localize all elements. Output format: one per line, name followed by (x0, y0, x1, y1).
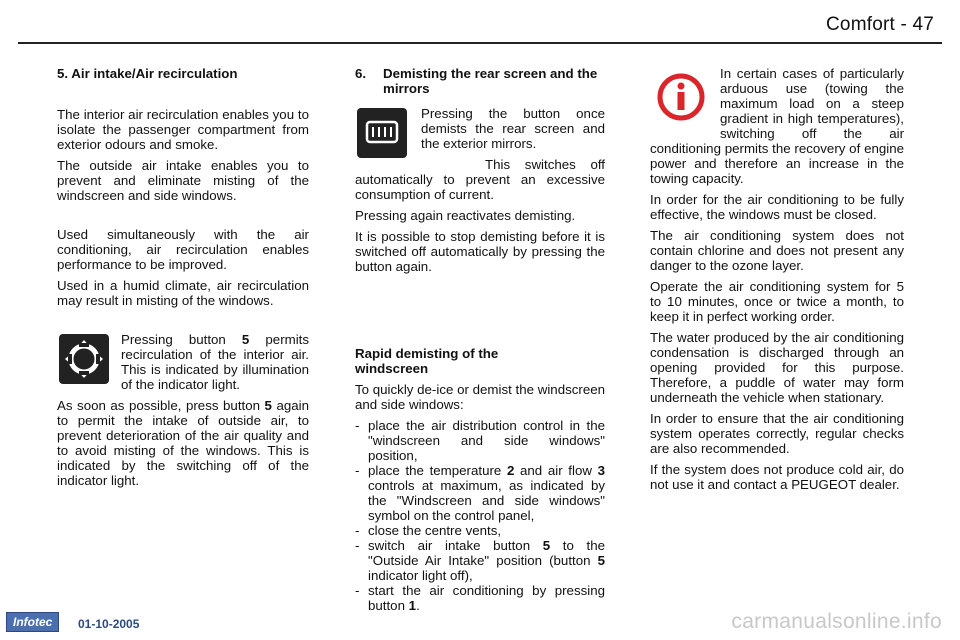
paragraph: In certain cases of particularly arduous use (towing the maximum load on a steep gradient in high temperatures), switching off the air conditioning permits the recovery of engine power and therefore an increase in the towing capacity. (650, 66, 904, 186)
paragraph: This switches off automatically to prevent an excessive consumption of current. (355, 157, 605, 202)
column-middle (355, 66, 605, 613)
section-heading-rapid-demisting: Rapid demisting of the windscreen (355, 346, 499, 376)
column-right (650, 66, 904, 498)
paragraph: Used in a humid climate, air recirculation may result in misting of the windows. (57, 278, 309, 308)
demist-block (355, 106, 605, 151)
footer-date: 01-10-2005 (78, 617, 140, 631)
watermark: carmanualsonline.info (731, 610, 942, 633)
paragraph: Used simultaneously with the air conditioning, air recirculation enables performance to be improved. (57, 227, 309, 272)
list-item: - place the air distribution control in the "windscreen and side windows" position, (355, 418, 605, 463)
list-item: - place the temperature 2 and air flow 3 controls at maximum, as indicated by the "Windscreen and side windows" symbol on the control panel, (355, 463, 605, 523)
paragraph: Operate the air conditioning system for 5 to 10 minutes, once or twice a month, to keep it in perfect working order. (650, 279, 904, 324)
paragraph: The interior air recirculation enables you to isolate the passenger compartment from exterior odours and smoke. (57, 107, 309, 152)
section-heading-demisting: 6. Demisting the rear screen and the mirrors (355, 66, 598, 96)
paragraph: Pressing the button once demists the rear screen and the exterior mirrors. (421, 106, 605, 151)
paragraph: To quickly de-ice or demist the windscreen and side windows: (355, 382, 605, 412)
paragraph: The air conditioning system does not contain chlorine and does not present any danger to the ozone layer. (650, 228, 904, 273)
infotec-badge: Infotec (6, 612, 59, 632)
paragraph: In order to ensure that the air conditioning system operates correctly, regular checks are also recommended. (650, 411, 904, 456)
paragraph: If the system does not produce cold air, do not use it and contact a PEUGEOT dealer. (650, 462, 904, 492)
header-rule (18, 42, 942, 44)
info-warning-icon (656, 72, 706, 122)
paragraph: As soon as possible, press button 5 again to permit the intake of outside air, to prevent deterioration of the air quality and to avoid misting of the windows. This is indicated by the switching off of the indicator light. (57, 398, 309, 488)
paragraph: In order for the air conditioning to be fully effective, the windows must be closed. (650, 192, 904, 222)
paragraph: It is possible to stop demisting before it is switched off automatically by pressing the button again. (355, 229, 605, 274)
section-heading-air-intake: 5. Air intake/Air recirculation (57, 66, 238, 81)
recirculation-block (57, 332, 309, 398)
paragraph: Pressing again reactivates demisting. (355, 208, 576, 223)
list-item: - close the centre vents, (355, 523, 605, 538)
paragraph: Pressing button 5 permits recirculation of the interior air. This is indicated by illumination of the indicator light. (121, 332, 309, 392)
instruction-list (355, 418, 605, 613)
paragraph: The water produced by the air conditioning condensation is discharged through an opening provided for this purpose. Therefore, a puddle of water may form underneath the vehicle when stationary. (650, 330, 904, 405)
column-left (57, 66, 309, 494)
paragraph: The outside air intake enables you to prevent and eliminate misting of the windscreen and side windows. (57, 158, 309, 203)
list-item: - start the air conditioning by pressing button 1. (355, 583, 605, 613)
rear-demist-icon (357, 108, 407, 158)
page-title: Comfort - 47 (826, 14, 934, 35)
list-item: - switch air intake button 5 to the "Outside Air Intake" position (button 5 indicator light off), (355, 538, 605, 583)
recirculation-icon (59, 334, 109, 384)
